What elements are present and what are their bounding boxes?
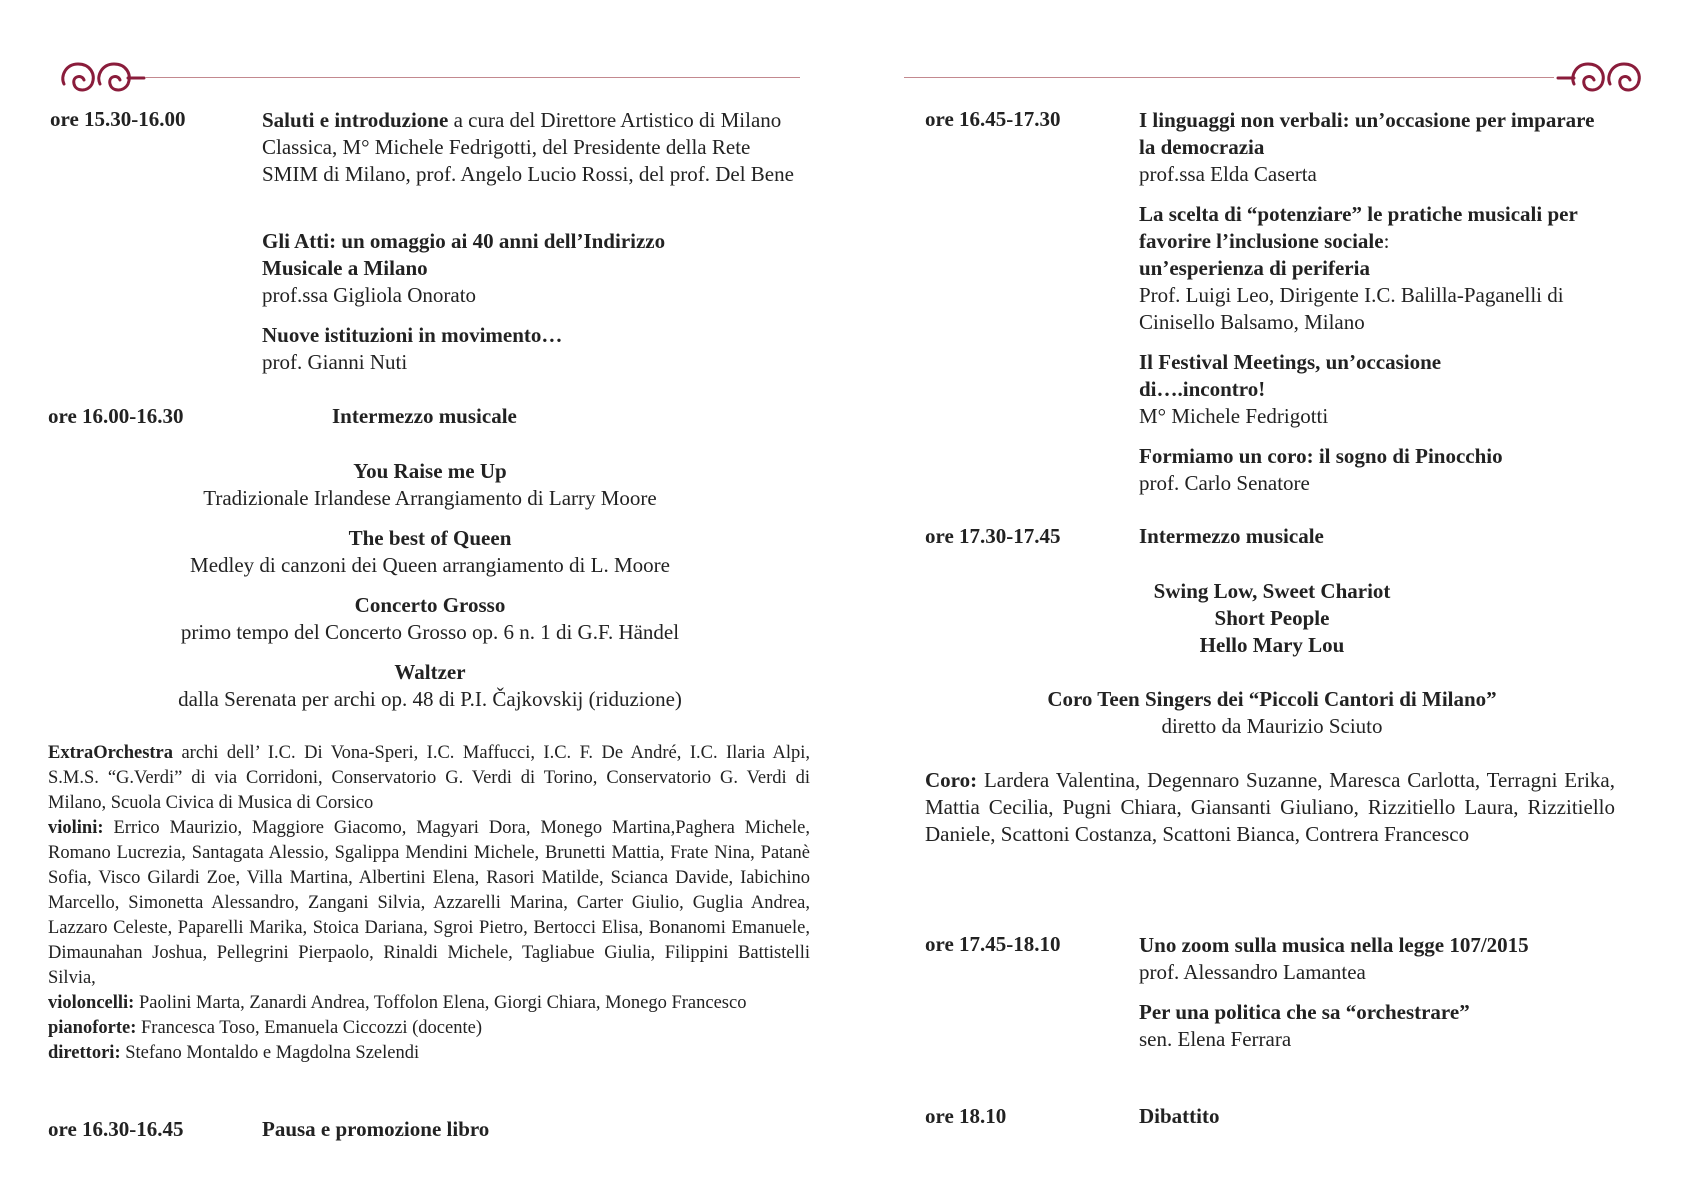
section-label: Dibattito xyxy=(1139,1104,1220,1128)
ensemble-roster xyxy=(48,741,810,1066)
section-label: Intermezzo musicale xyxy=(332,404,517,428)
talk-title: Nuove istituzioni in movimento… xyxy=(262,323,563,347)
piece-description: Tradizionale Irlandese Arrangiamento di Larry Moore xyxy=(203,486,657,510)
song-title: Short People xyxy=(1214,606,1330,630)
speaker: sen. Elena Ferrara xyxy=(1139,1027,1292,1051)
song-list xyxy=(992,578,1552,659)
time-slot: ore 18.10 xyxy=(925,1104,1007,1128)
talk-title: I linguaggi non verbali: un’occasione per imparare la democrazia xyxy=(1139,108,1595,159)
talk-subtitle: un’esperienza di periferia xyxy=(1139,256,1370,280)
talk-block xyxy=(1139,999,1615,1053)
piece-title: The best of Queen xyxy=(348,526,512,550)
intro-block xyxy=(262,107,810,188)
pianoforte-list: pianoforte: Francesca Toso, Emanuela Ciccozzi (docente) xyxy=(48,1018,482,1038)
time-slot: ore 17.45-18.10 xyxy=(925,932,1061,956)
piece-title: You Raise me Up xyxy=(353,459,507,483)
talk-title: Uno zoom sulla musica nella legge 107/2015 xyxy=(1139,933,1529,957)
speaker: Prof. Luigi Leo, Dirigente I.C. Balilla-Paganelli di Cinisello Balsamo, Milano xyxy=(1139,283,1564,334)
section-label: Pausa e promozione libro xyxy=(262,1117,490,1141)
right-page xyxy=(842,0,1684,1191)
speaker: prof.ssa Elda Caserta xyxy=(1139,162,1317,186)
speaker: prof.ssa Gigliola Onorato xyxy=(262,283,477,307)
violini-list: violini: Errico Maurizio, Maggiore Giacomo, Magyari Dora, Monego Martina,Paghera Michele, Romano Lucrezia, Santagata Alessio, Sgalippa Mendini Michele, Brunetti Mattia, Frate Nina, Patanè Sofia, Visco Gilardi Zoe, Villa Martina, Albertini Elena, Rasori Matilde, Scianca Davide, Iabichino Marcello, Simonetta Alessandro, Zangani Silvia, Azzarelli Marina, Carter Giulio, Guglia Andrea, Lazzaro Celeste, Paparelli Marika, Stoica Dariana, Sgroi Pietro, Bertocci Elisa, Bonanomi Emanuele, Dimaunahan Joshua, Pellegrini Pierpaolo, Rinaldi Michele, Tagliabue Giulia, Filippini Battistelli Silvia, xyxy=(48,818,810,988)
violoncelli-list: violoncelli: Paolini Marta, Zanardi Andrea, Toffolon Elena, Giorgi Chiara, Monego Francesco xyxy=(48,993,747,1013)
choir-director: diretto da Maurizio Sciuto xyxy=(1161,714,1383,738)
talk-block xyxy=(1139,349,1539,430)
piece-description: Medley di canzoni dei Queen arrangiamento di L. Moore xyxy=(190,553,670,577)
talk-block xyxy=(1139,443,1615,497)
talk-description: a cura del Direttore Artistico di Milano Classica, M° Michele Fedrigotti, del Presidente della Rete SMIM di Milano, prof. Angelo Lucio Rossi, del prof. Del Bene xyxy=(262,108,794,186)
swirl-ornament-icon xyxy=(56,58,148,98)
time-slot: ore 17.30-17.45 xyxy=(925,524,1061,548)
talk-title: Formiamo un coro: il sogno di Pinocchio xyxy=(1139,444,1503,468)
talk-title: Per una politica che sa “orchestrare” xyxy=(1139,1000,1470,1024)
speaker: M° Michele Fedrigotti xyxy=(1139,404,1329,428)
song-title: Swing Low, Sweet Chariot xyxy=(1153,579,1391,603)
nuove-block xyxy=(262,322,810,376)
piece-description: primo tempo del Concerto Grosso op. 6 n. 1 di G.F. Händel xyxy=(180,620,680,644)
talk-title: Saluti e introduzione xyxy=(262,108,449,132)
time-slot: ore 16.00-16.30 xyxy=(48,404,184,428)
speaker: prof. Gianni Nuti xyxy=(262,350,408,374)
swirl-ornament-icon xyxy=(1554,58,1646,98)
roster-label: violoncelli: xyxy=(48,993,135,1013)
program-piece xyxy=(100,458,760,512)
talk-block xyxy=(1139,107,1607,188)
program-piece xyxy=(100,592,760,646)
roster-label: Coro: xyxy=(925,768,978,792)
time-slot: ore 16.30-16.45 xyxy=(48,1117,184,1141)
talk-block xyxy=(1139,932,1615,986)
piece-title: Waltzer xyxy=(394,660,466,684)
program-piece xyxy=(100,525,760,579)
choir-name: Coro Teen Singers dei “Piccoli Cantori di Milano” xyxy=(1047,687,1497,711)
ensemble-description: ExtraOrchestra archi dell’ I.C. Di Vona-Speri, I.C. Maffucci, I.C. F. De André, I.C. Ilaria Alpi, S.M.S. “G.Verdi” di via Corridoni, Conservatorio G. Verdi di Torino, Conservatorio G. Verdi di Milano, Scuola Civica di Musica di Corsico xyxy=(48,743,810,813)
talk-title: Gli Atti: un omaggio ai 40 anni dell’Indirizzo Musicale a Milano xyxy=(262,229,666,280)
piece-description: dalla Serenata per archi op. 48 di P.I. Čajkovskij (riduzione) xyxy=(178,687,682,711)
roster-label: direttori: xyxy=(48,1043,121,1063)
atti-block xyxy=(262,228,722,309)
time-slot: ore 16.45-17.30 xyxy=(925,107,1061,131)
header-rule xyxy=(904,77,1554,78)
header-rule xyxy=(145,77,800,78)
ensemble-name: ExtraOrchestra xyxy=(48,743,174,763)
roster-label: pianoforte: xyxy=(48,1018,137,1038)
section-label: Intermezzo musicale xyxy=(1139,524,1324,548)
talk-title: Il Festival Meetings, un’occasione di….incontro! xyxy=(1139,350,1442,401)
speaker: prof. Alessandro Lamantea xyxy=(1139,960,1366,984)
talk-block: La scelta di “potenziare” le pratiche musicali per favorire l’inclusione sociale: un’esperienza di periferia Prof. Luigi Leo, Dirigente I.C. Balilla-Paganelli di Cinisello Balsamo, Milano xyxy=(1139,201,1615,336)
speaker: prof. Carlo Senatore xyxy=(1139,471,1310,495)
song-title: Hello Mary Lou xyxy=(1199,633,1345,657)
roster-label: violini: xyxy=(48,818,104,838)
time-slot: ore 15.30-16.00 xyxy=(50,107,186,131)
direttori-list: direttori: Stefano Montaldo e Magdolna Szelendi xyxy=(48,1043,420,1063)
piece-title: Concerto Grosso xyxy=(354,593,506,617)
choir-block xyxy=(972,686,1572,740)
program-piece xyxy=(100,659,760,713)
choir-roster: Coro: Lardera Valentina, Degennaro Suzanne, Maresca Carlotta, Terragni Erika, Mattia Cecilia, Pugni Chiara, Giansanti Giuliano, Rizzitiello Laura, Rizzitiello Daniele, Scattoni Costanza, Scattoni Bianca, Contrera Francesco xyxy=(925,768,1615,846)
talk-title: La scelta di “potenziare” le pratiche musicali per favorire l’inclusione sociale xyxy=(1139,202,1578,253)
